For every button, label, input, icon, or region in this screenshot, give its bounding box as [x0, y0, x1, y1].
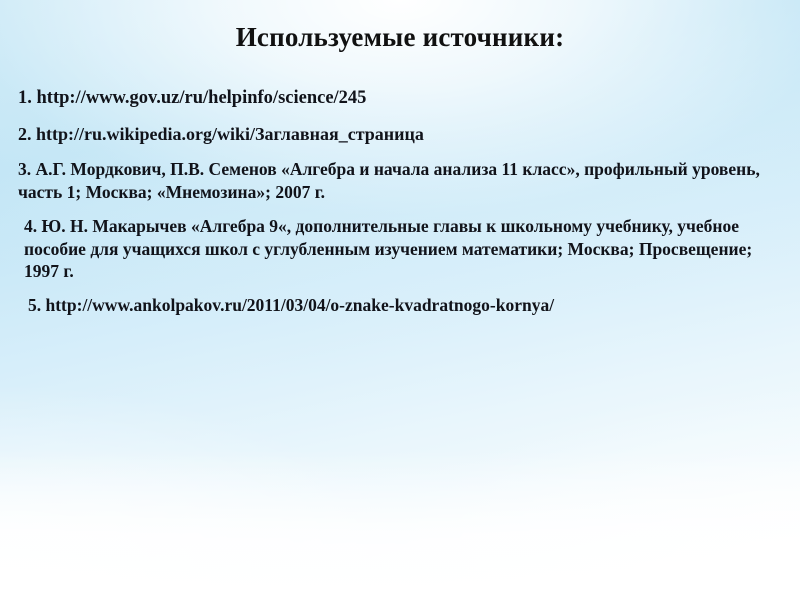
list-item: 2. http://ru.wikipedia.org/wiki/Заглавная_страница: [18, 124, 424, 145]
list-item: 1. http://www.gov.uz/ru/helpinfo/science/245: [18, 88, 367, 108]
sources-list: [18, 86, 782, 326]
list-item: 5. http://www.ankolpakov.ru/2011/03/04/o-znake-kvadratnogo-kornya/: [28, 295, 555, 316]
list-item: 4. Ю. Н. Макарычев «Алгебра 9«, дополнительные главы к школьному учебнику, учебное пособие для учащихся школ с углубленным изучением математики; Москва; Просвещение; 1997 г.: [24, 215, 753, 282]
page-title: Используемые источники:: [235, 22, 565, 52]
list-item: 3. А.Г. Мордкович, П.В. Семенов «Алгебра и начала анализа 11 класс», профильный уровень, часть 1; Москва; «Мнемозина»; 2007 г.: [18, 159, 760, 203]
